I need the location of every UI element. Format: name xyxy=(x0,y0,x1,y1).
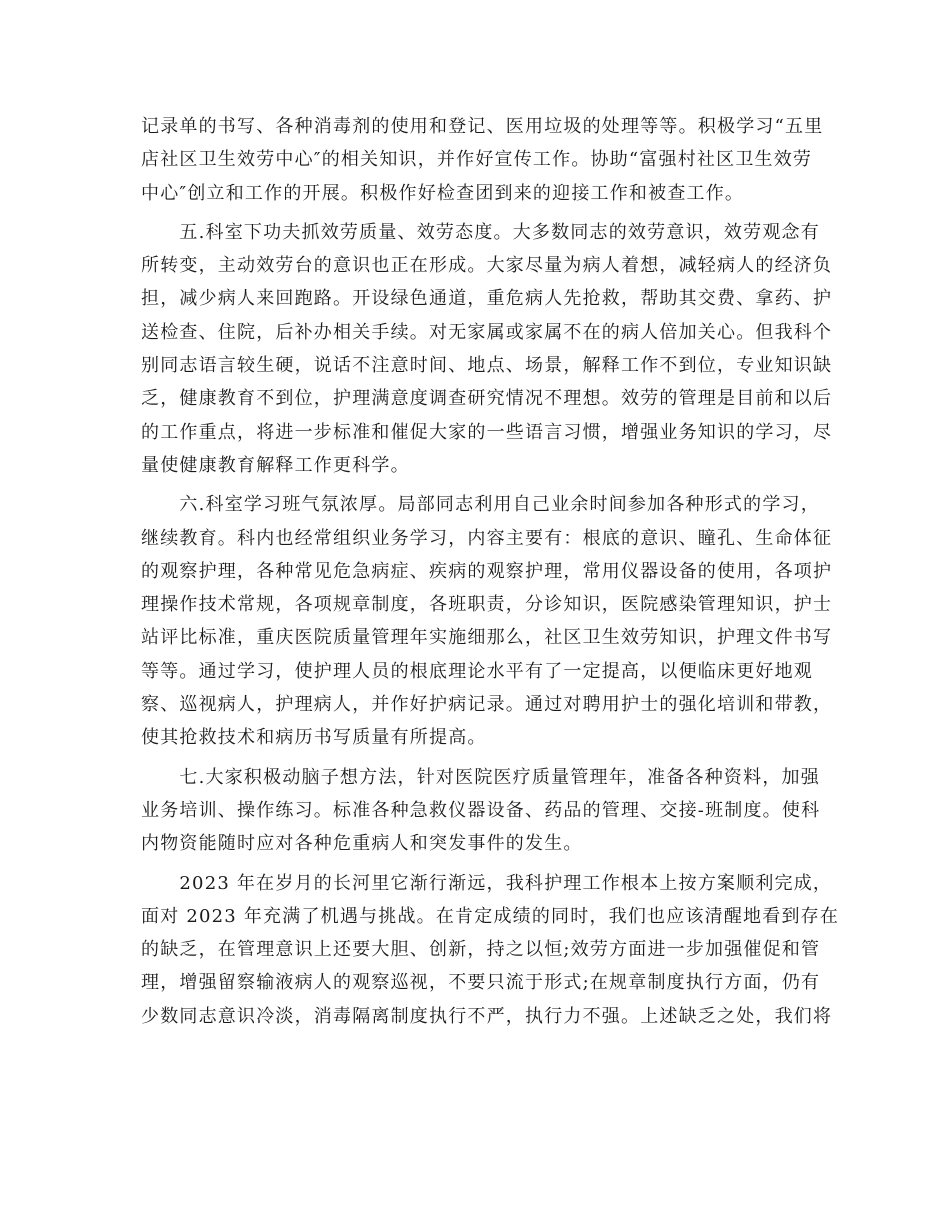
paragraph-continuation xyxy=(141,110,824,210)
text-line: 察、巡视病人，护理病人，并作好护病记录。通过对聘用护士的强化培训和带教， xyxy=(141,694,833,716)
text-line: 站评比标准，重庆医院质量管理年实施细那么，社区卫生效劳知识，护理文件书写 xyxy=(141,627,833,649)
text-line: 中心″创立和工作的开展。积极作好检查团到来的迎接工作和被查工作。 xyxy=(141,182,745,204)
paragraph-summary xyxy=(141,867,840,1033)
text-line: 等等。通过学习，使护理人员的根底理论水平有了一定提高，以便临床更好地观 xyxy=(141,660,813,682)
text-line: 继续教育。科内也经常组织业务学习，内容主要有：根底的意识、瞳孔、生命体征 xyxy=(141,527,833,549)
text-line: 理操作技术常规，各项规章制度，各班职责，分诊知识，医院感染管理知识，护士 xyxy=(141,594,833,616)
document-body xyxy=(141,110,840,1039)
text-line: 理，增强留察输液病人的观察巡视，不要只流于形式;在规章制度执行方面，仍有 xyxy=(141,972,821,994)
text-line: 所转变，主动效劳台的意识也正在形成。大家尽量为病人着想，减轻病人的经济负 xyxy=(141,255,833,277)
text-line: 六.科室学习班气氛浓厚。局部同志利用自己业余时间参加各种形式的学习， xyxy=(141,494,820,516)
text-line: 记录单的书写、各种消毒剂的使用和登记、医用垃圾的处理等等。积极学习“五里 xyxy=(141,116,824,137)
text-line: 使其抢救技术和病历书写质量有所提高。 xyxy=(141,727,487,749)
text-line: 量使健康教育解释工作更科学。 xyxy=(141,454,410,476)
text-line: 内物资能随时应对各种危重病人和突发事件的发生。 xyxy=(141,833,583,855)
text-line: 业务培训、操作练习。标准各种急救仪器设备、药品的管理、交接-班制度。使科 xyxy=(141,799,821,821)
text-line: 店社区卫生效劳中心″的相关知识，并作好宣传工作。协助“富强村社区卫生效劳 xyxy=(141,149,813,171)
text-line: 五.科室下功夫抓效劳质量、效劳态度。大多数同志的效劳意识，效劳观念有 xyxy=(141,221,820,243)
text-line: 别同志语言较生硬，说话不注意时间、地点、场景，解释工作不到位，专业知识缺 xyxy=(141,355,833,377)
text-line: 送检查、住院，后补办相关手续。对无家属或家属不在的病人倍加关心。但我科个 xyxy=(141,321,833,343)
text-line: 担，减少病人来回跑路。开设绿色通道，重危病人先抢救，帮助其交费、拿药、护 xyxy=(141,288,833,310)
text-line: 2023 年在岁月的长河里它渐行渐远，我科护理工作根本上按方案顺利完成， xyxy=(141,872,833,894)
text-line: 乏，健康教育不到位，护理满意度调查研究情况不理想。效劳的管理是目前和以后 xyxy=(141,388,833,410)
text-line: 少数同志意识冷淡，消毒隔离制度执行不严，执行力不强。上述缺乏之处，我们将 xyxy=(141,1005,833,1027)
text-line: 面对 2023 年充满了机遇与挑战。在肯定成绩的同时，我们也应该清醒地看到存在 xyxy=(141,905,840,927)
text-line: 的观察护理，各种常见危急病症、疾病的观察护理，常用仪器设备的使用，各项护 xyxy=(141,560,833,582)
text-line: 七.大家积极动脑子想方法，针对医院医疗质量管理年，准备各种资料，加强 xyxy=(141,766,820,788)
paragraph-section-5 xyxy=(141,216,833,482)
text-line: 的工作重点，将进一步标准和催促大家的一些语言习惯，增强业务知识的学习，尽 xyxy=(141,421,833,443)
paragraph-section-7 xyxy=(141,761,821,861)
text-line: 的缺乏，在管理意识上还要大胆、创新，持之以恒;效劳方面进一步加强催促和管 xyxy=(141,939,821,961)
paragraph-section-6 xyxy=(141,488,833,754)
